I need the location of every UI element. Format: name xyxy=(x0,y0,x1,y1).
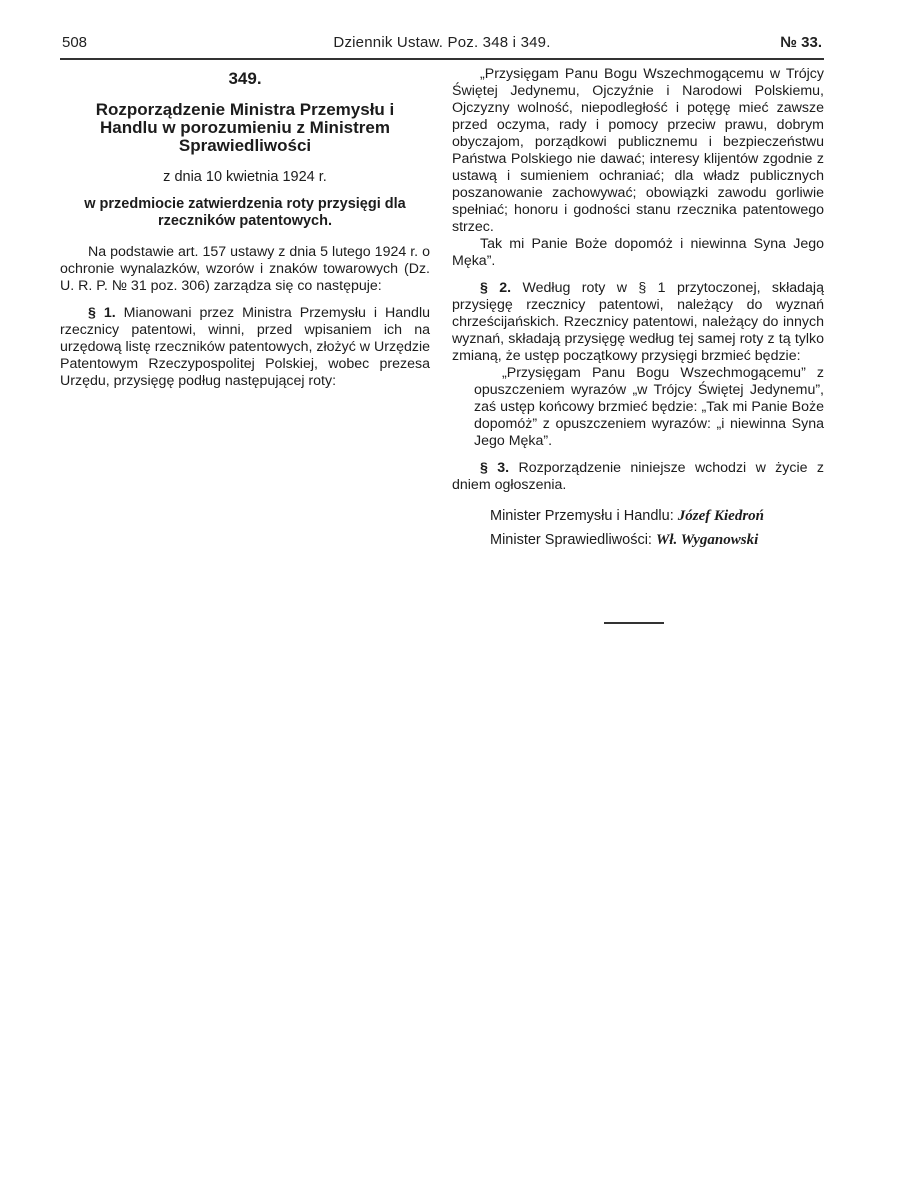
issue-number: № 33. xyxy=(780,34,822,51)
journal-title: Dziennik Ustaw. Poz. 348 i 349. xyxy=(333,34,551,51)
signatures xyxy=(452,504,824,552)
section-2-quote: „Przysięgam Panu Bogu Wszechmogącemu” z opuszczeniem wyrazów „w Trójcy Świętej Jedynemu”, zaś ustęp końcowy brzmieć będzie: „Tak mi Panie Boże dopomóż” z opuszczeniem wyrazów: „i niewinna Syna Jego Męka”. xyxy=(474,365,824,449)
oath-closing: Tak mi Panie Boże dopomóż i niewinna Syna Jego Męka”. xyxy=(452,236,824,269)
section-1-label: § 1. xyxy=(88,305,116,321)
signature-1-role: Minister Przemysłu i Handlu: xyxy=(490,508,674,524)
closing-rule xyxy=(604,622,664,624)
section-3-text: Rozporządzenie niniejsze wchodzi w życie z dniem ogłoszenia. xyxy=(452,460,824,493)
signature-2-name: Wł. Wyganowski xyxy=(656,532,759,548)
section-2-text: Według roty w § 1 przytoczonej, składają przysięgę rzecznicy patentowi, należący do wyznań chrześcijańskich. Rzecznicy patentowi, należący do innych wyznań, składają przysięgę według tej samej roty z tą tylko zmianą, że ustęp początkowy przysięgi brzmieć będzie: xyxy=(452,280,824,364)
section-3 xyxy=(452,460,824,494)
oath-text: „Przysięgam Panu Bogu Wszechmogącemu w Trójcy Świętej Jedynemu, Ojczyźnie i Narodowi Polskiemu, Ojczyzny wolność, niepodległość i potęgę mieć zawsze przed oczyma, rady i pomocy przeciw prawu, dobrym obyczajom, porządkowi publicznemu i bezpieczeństwu Państwa Polskiego nie dawać; interesy klijentów zgodnie z ustawą i sumieniem ochraniać; dla władz publicznych poszanowanie zachowywać; obowiązki zawodu gorliwie spełniać; honoru i godności stanu rzecznika patentowego strzec. xyxy=(452,66,824,235)
section-1 xyxy=(60,305,430,390)
section-2 xyxy=(452,280,824,365)
section-3-label: § 3. xyxy=(480,460,510,476)
page-number: 508 xyxy=(62,34,88,51)
page-header xyxy=(62,34,822,56)
act-date: z dnia 10 kwietnia 1924 r. xyxy=(163,169,327,185)
act-number: 349. xyxy=(228,69,262,88)
section-1-text: Mianowani przez Ministra Przemysłu i Handlu rzecznicy patentowi, winni, przed wpisaniem ich na urzędową listę rzeczników patentowych, złożyć w Urzędzie Patentowym Rzeczypospolitej Polskiej, wobec prezesa Urzędu, przysięgę podług następującej roty: xyxy=(60,305,430,389)
intro-paragraph: Na podstawie art. 157 ustawy z dnia 5 lutego 1924 r. o ochronie wynalazków, wzorów i znaków towarowych (Dz. U. R. P. № 31 poz. 306) zarządza się co następuje: xyxy=(60,244,430,294)
signature-1-name: Józef Kiedroń xyxy=(677,508,765,524)
act-subject: w przedmiocie zatwierdzenia roty przysięgi dla rzeczników patentowych. xyxy=(84,196,406,229)
section-2-label: § 2. xyxy=(480,280,512,296)
left-column xyxy=(60,66,430,390)
signature-2-role: Minister Sprawiedliwości: xyxy=(490,532,652,548)
right-column xyxy=(452,66,824,552)
header-rule xyxy=(60,58,824,60)
act-title: Rozporządzenie Ministra Przemysłu i Handlu w porozumieniu z Ministrem Sprawiedliwości xyxy=(95,100,395,155)
